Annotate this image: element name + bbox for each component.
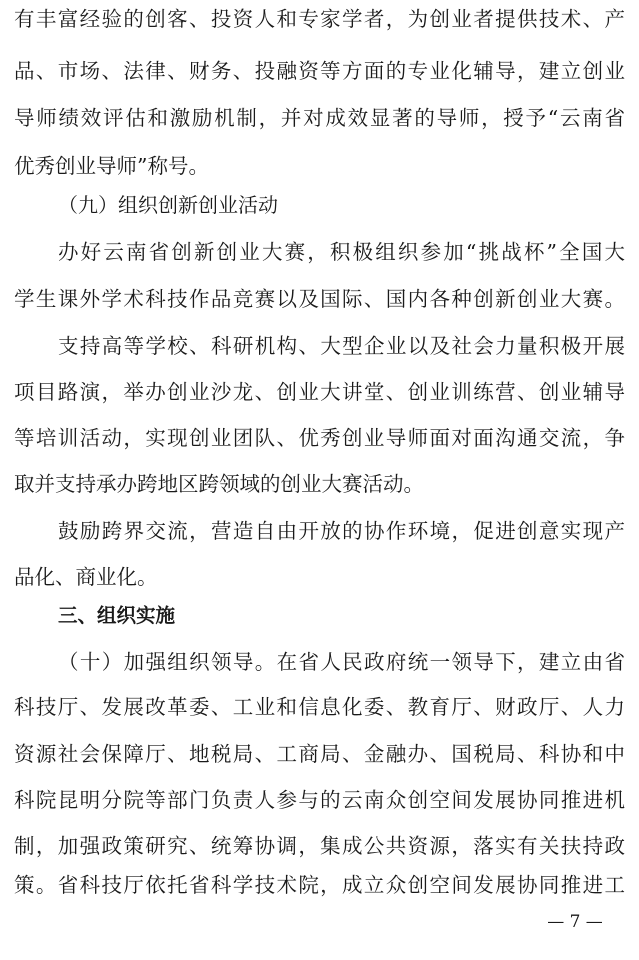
paragraph-line: 科技厅、发展改革委、工业和信息化委、教育厅、财政厅、人力: [14, 695, 625, 719]
paragraph-line: 科院昆明分院等部门负责人参与的云南众创空间发展协同推进机: [14, 788, 625, 812]
page-number: — 7 —: [547, 912, 603, 932]
paragraph-line: 品化、商业化。: [14, 565, 158, 589]
paragraph-line: 办好云南省创新创业大赛，积极组织参加“挑战杯”全国大: [58, 240, 625, 264]
paragraph-line: 鼓励跨界交流，营造自由开放的协作环境，促进创意实现产: [58, 519, 625, 543]
paragraph-line: 等培训活动，实现创业团队、优秀创业导师面对面沟通交流，争: [14, 426, 625, 450]
paragraph-line: 支持高等学校、科研机构、大型企业以及社会力量积极开展: [58, 334, 625, 358]
paragraph-line: 制，加强政策研究、统筹协调，集成公共资源，落实有关扶持政: [14, 834, 625, 858]
paragraph-line: 优秀创业导师”称号。: [14, 154, 209, 178]
section-heading: 三、组织实施: [58, 604, 176, 627]
section-subheading: （九）组织创新创业活动: [58, 193, 278, 217]
paragraph-line: 有丰富经验的创客、投资人和专家学者，为创业者提供技术、产: [14, 7, 625, 31]
paragraph-line: 项目路演，举办创业沙龙、创业大讲堂、创业训练营、创业辅导: [14, 380, 625, 404]
paragraph-line: 策。省科技厅依托省科学技术院，成立众创空间发展协同推进工: [14, 873, 625, 897]
paragraph-line: 取并支持承办跨地区跨领域的创业大赛活动。: [14, 472, 424, 496]
paragraph-line: （十）加强组织领导。在省人民政府统一领导下，建立由省: [58, 650, 625, 674]
paragraph-line: 学生课外学术科技作品竞赛以及国际、国内各种创新创业大赛。: [14, 287, 625, 311]
paragraph-line: 资源社会保障厅、地税局、工商局、金融办、国税局、科协和中: [14, 742, 625, 766]
paragraph-line: 品、市场、法律、财务、投融资等方面的专业化辅导，建立创业: [14, 59, 625, 83]
paragraph-line: 导师绩效评估和激励机制，并对成效显著的导师，授予“云南省: [14, 106, 625, 130]
